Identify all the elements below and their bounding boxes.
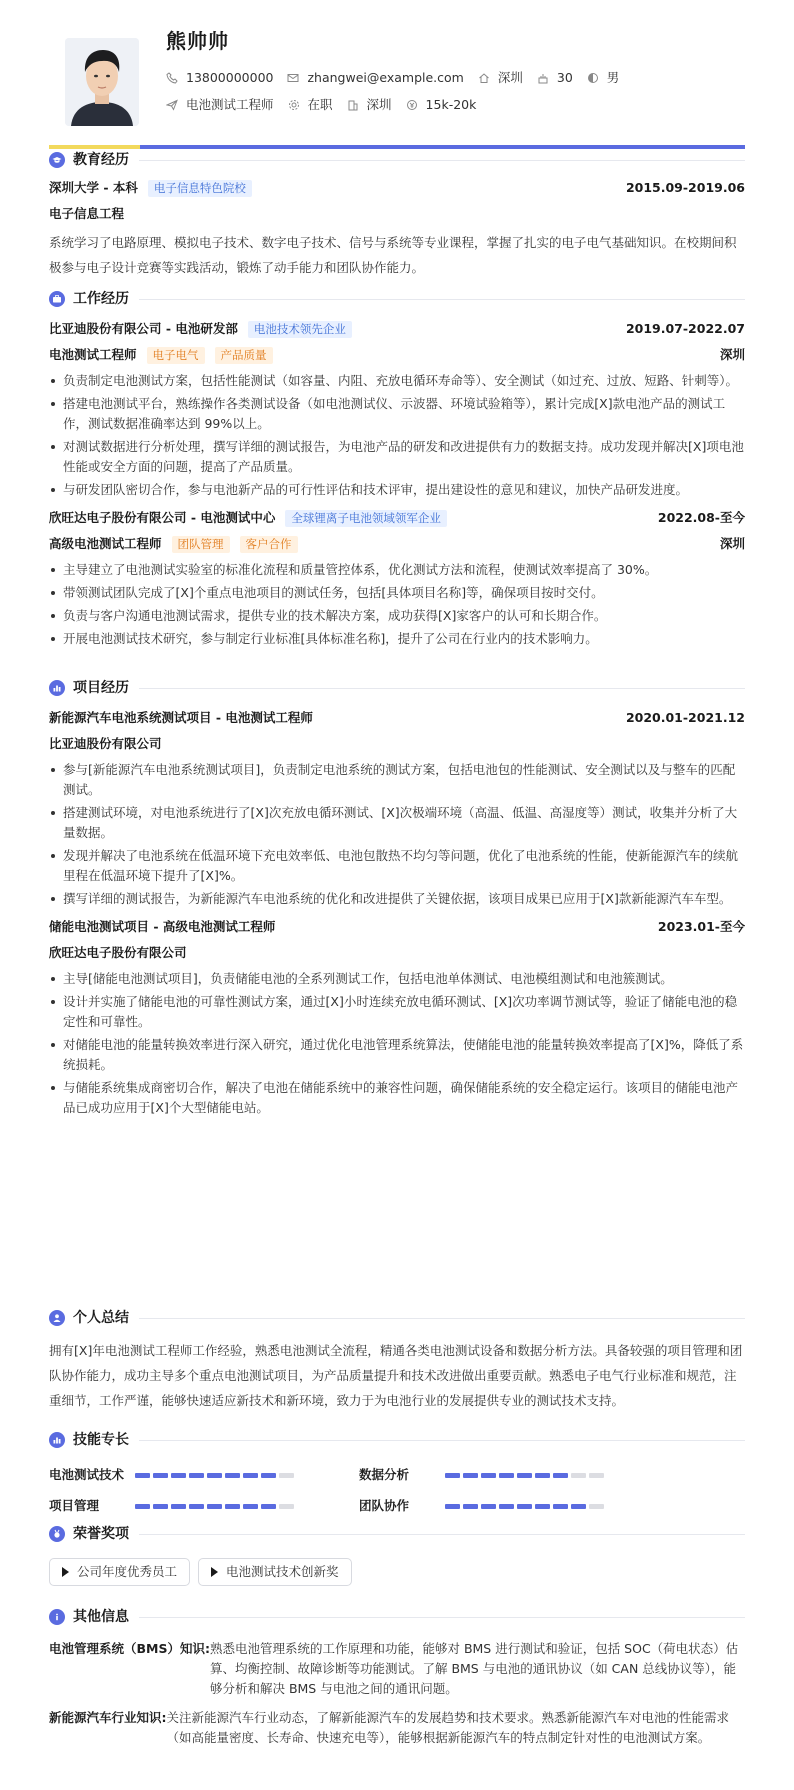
project-date: 2023.01-至今	[657, 919, 745, 934]
skill-level-segment	[535, 1473, 550, 1478]
cake-icon	[537, 72, 549, 84]
list-item: 负责与客户沟通电池测试需求，提供专业的技术解决方案，成功获得[X]家客户的认可和长期合作。	[49, 606, 745, 626]
section-divider	[139, 160, 745, 161]
resume-header	[49, 0, 745, 148]
section-title: 教育经历	[73, 151, 129, 168]
building-icon	[347, 99, 359, 111]
skill-level-segment	[445, 1473, 460, 1478]
skill-level-segment	[243, 1473, 258, 1478]
other-info-text: 关注新能源汽车行业动态，了解新能源汽车的发展趋势和技术要求。熟悉新能源汽车对电池的性能需求（如高能量密度、长寿命、快速充电等），能够根据新能源汽车的特点制定针对性的电池测试方案。	[166, 1710, 730, 1745]
project-name: 新能源汽车电池系统测试项目 - 电池测试工程师	[49, 710, 313, 725]
section-title: 工作经历	[73, 290, 129, 307]
medal-icon	[49, 1526, 65, 1542]
list-item: 对储能电池的能量转换效率进行深入研究，通过优化电池管理系统算法，使储能电池的能量转换效率提高了[X]%，降低了系统损耗。	[49, 1035, 745, 1075]
user-icon	[49, 1310, 65, 1326]
skill-item	[359, 1497, 659, 1515]
section-header	[49, 676, 745, 700]
skill-level-segment	[553, 1473, 568, 1478]
section-title: 荣誉奖项	[73, 1525, 129, 1542]
avatar	[65, 38, 139, 126]
other-info-label: 电池管理系统（BMS）知识:	[49, 1641, 210, 1656]
job-row	[49, 508, 745, 528]
skill-level-segment	[481, 1504, 496, 1509]
list-item: 主导建立了电池测试实验室的标准化流程和质量管控体系，优化测试方法和流程，使测试效率提高了 30%。	[49, 560, 745, 580]
mail-icon	[287, 72, 299, 84]
skill-level-segment	[189, 1473, 204, 1478]
education-section	[49, 148, 745, 280]
section-divider	[139, 299, 745, 300]
skill-level-segment	[279, 1504, 294, 1509]
status-item	[288, 95, 333, 115]
skill-level-segment	[189, 1504, 204, 1509]
job-role-row	[49, 534, 745, 554]
award-badge	[49, 1558, 190, 1586]
location-item	[478, 68, 523, 88]
role-tag: 电子电气	[147, 347, 205, 364]
section-title: 项目经历	[73, 679, 129, 696]
job-city: 深圳	[719, 347, 745, 362]
skill-item	[359, 1466, 659, 1484]
candidate-name: 熊帅帅	[166, 29, 229, 53]
job-row	[49, 319, 745, 339]
skill-level-segment	[553, 1504, 568, 1509]
list-item: 负责制定电池测试方案，包括性能测试（如容量、内阻、充放电循环寿命等）、安全测试（如过充、过放、短路、针刺等）。	[49, 371, 745, 391]
section-divider	[139, 1617, 745, 1618]
other-section	[49, 1605, 745, 1757]
section-divider	[139, 1440, 745, 1441]
skill-level-bar	[135, 1504, 297, 1509]
list-item: 撰写详细的测试报告，为新能源汽车电池系统的优化和改进提供了关键依据，该项目成果已应用于[X]款新能源汽车车型。	[49, 889, 745, 909]
section-header	[49, 1522, 745, 1546]
company-tag: 电池技术领先企业	[248, 321, 352, 338]
project-bullets	[49, 969, 745, 1118]
award-label: 公司年度优秀员工	[77, 1564, 178, 1579]
skill-level-bar	[445, 1473, 607, 1478]
project-row	[49, 708, 745, 728]
location-text: 深圳	[497, 70, 523, 85]
skill-level-segment	[243, 1504, 258, 1509]
project-date: 2020.01-2021.12	[625, 710, 745, 725]
email-item	[287, 68, 463, 88]
major-name: 电子信息工程	[49, 206, 125, 221]
other-info-label: 新能源汽车行业知识:	[49, 1710, 167, 1725]
section-divider	[139, 688, 745, 689]
skill-name: 团队协作	[359, 1498, 410, 1513]
project-company: 比亚迪股份有限公司	[49, 736, 162, 751]
award-label: 电池测试技术创新奖	[226, 1564, 339, 1579]
school-tag: 电子信息特色院校	[148, 180, 252, 197]
skill-level-segment	[135, 1504, 150, 1509]
section-divider	[139, 1534, 745, 1535]
salary-text: 15k-20k	[425, 97, 477, 112]
summary-text: 拥有[X]年电池测试工程师工作经验，熟悉电池测试全流程，精通各类电池测试设备和数据分析方法。具备较强的项目管理和团队协作能力，成功主导多个重点电池测试项目，为产品质量提升和技术改进做出重要贡献。熟悉电子电气行业标准和规范，注重细节，工作严谨，能够快速适应新技术和新环境，致力于为电池行业的发展提供专业的测试技术支持。	[49, 1343, 743, 1408]
skill-level-segment	[535, 1504, 550, 1509]
skill-name: 电池测试技术	[49, 1467, 125, 1482]
skill-level-segment	[463, 1473, 478, 1478]
briefcase-icon	[49, 291, 65, 307]
job-intent-row	[166, 95, 490, 115]
list-item: 搭建测试环境，对电池系统进行了[X]次充放电循环测试、[X]次极端环境（高温、低温、高湿度等）测试，收集并分析了大量数据。	[49, 803, 745, 843]
list-item: 与研发团队密切合作，参与电池新产品的可行性评估和技术评审，提出建设性的意见和建议，加快产品研发进度。	[49, 480, 745, 500]
phone-text: 13800000000	[186, 70, 274, 85]
education-row	[49, 178, 745, 198]
role-tag: 产品质量	[215, 347, 273, 364]
phone-item	[166, 68, 273, 88]
skill-name: 项目管理	[49, 1498, 100, 1513]
other-info-item	[49, 1639, 745, 1699]
skill-level-segment	[517, 1473, 532, 1478]
list-item: 搭建电池测试平台，熟练操作各类测试设备（如电池测试仪、示波器、环境试验箱等），累计完成[X]款电池产品的测试工作，测试数据准确率达到 99%以上。	[49, 394, 745, 434]
role-tag: 团队管理	[172, 536, 230, 553]
section-title: 个人总结	[73, 1309, 129, 1326]
section-header	[49, 1306, 745, 1330]
school-name: 深圳大学 - 本科	[49, 180, 138, 195]
skill-level-segment	[153, 1473, 168, 1478]
award-badge	[198, 1558, 352, 1586]
job-bullets	[49, 371, 745, 500]
city-item	[347, 95, 392, 115]
skill-level-bar	[135, 1473, 297, 1478]
list-item: 对测试数据进行分析处理，撰写详细的测试报告，为电池产品的研发和改进提供有力的数据支持。成功发现并解决[X]项电池性能或安全方面的问题，提高了产品质量。	[49, 437, 745, 477]
project-bullets	[49, 760, 745, 909]
age-text: 30	[556, 70, 573, 85]
contact-row	[166, 68, 633, 88]
skill-level-segment	[279, 1473, 294, 1478]
job-role: 电池测试工程师	[49, 347, 137, 362]
job-role-row	[49, 345, 745, 365]
skill-level-bar	[445, 1504, 607, 1509]
skill-level-segment	[153, 1504, 168, 1509]
coin-icon	[406, 99, 418, 111]
city-text: 深圳	[366, 97, 392, 112]
other-info-item	[49, 1708, 745, 1748]
section-header	[49, 1428, 745, 1452]
job-date: 2019.07-2022.07	[625, 321, 745, 336]
list-item: 开展电池测试技术研究，参与制定行业标准[具体标准名称]，提升了公司在行业内的技术影响力。	[49, 629, 745, 649]
company-tag: 全球锂离子电池领域领军企业	[285, 510, 447, 527]
job-city: 深圳	[719, 536, 745, 551]
skill-level-segment	[463, 1504, 478, 1509]
triangle-bullet-icon	[211, 1567, 218, 1577]
skill-level-segment	[171, 1504, 186, 1509]
project-company: 欣旺达电子股份有限公司	[49, 945, 187, 960]
project-name: 储能电池测试项目 - 高级电池测试工程师	[49, 919, 276, 934]
home-icon	[478, 72, 490, 84]
skill-level-segment	[517, 1504, 532, 1509]
age-item	[537, 68, 573, 88]
list-item: 与储能系统集成商密切合作，解决了电池在储能系统中的兼容性问题，确保储能系统的安全稳定运行。该项目的储能电池产品已成功应用于[X]个大型储能电站。	[49, 1078, 745, 1118]
role-tag: 客户合作	[240, 536, 298, 553]
job-role: 高级电池测试工程师	[49, 536, 162, 551]
skill-level-segment	[499, 1473, 514, 1478]
skill-level-segment	[261, 1504, 276, 1509]
awards-list	[49, 1558, 745, 1586]
awards-section	[49, 1522, 745, 1586]
skill-level-segment	[571, 1473, 586, 1478]
company-name: 比亚迪股份有限公司 - 电池研发部	[49, 321, 238, 336]
skill-level-segment	[445, 1504, 460, 1509]
summary-section	[49, 1306, 745, 1413]
education-desc: 系统学习了电路原理、模拟电子技术、数字电子技术、信号与系统等专业课程，掌握了扎实的电子电气基础知识。在校期间积极参与电子设计竞赛等实践活动，锻炼了动手能力和团队协作能力。	[49, 235, 737, 275]
triangle-bullet-icon	[62, 1567, 69, 1577]
list-item: 主导[储能电池测试项目]，负责储能电池的全系列测试工作，包括电池单体测试、电池模组测试和电池簇测试。	[49, 969, 745, 989]
skill-level-segment	[571, 1504, 586, 1509]
position-item	[166, 95, 274, 115]
skill-level-segment	[261, 1473, 276, 1478]
position-text: 电池测试工程师	[186, 97, 274, 112]
skill-name: 数据分析	[359, 1467, 410, 1482]
list-item: 带领测试团队完成了[X]个重点电池项目的测试任务，包括[具体项目名称]等，确保项目按时交付。	[49, 583, 745, 603]
bar-chart-icon	[49, 680, 65, 696]
skill-level-segment	[589, 1473, 604, 1478]
status-text: 在职	[307, 97, 333, 112]
bar-chart-icon	[49, 1432, 65, 1448]
section-header	[49, 287, 745, 311]
work-section	[49, 287, 745, 652]
gear-icon	[288, 99, 300, 111]
graduation-cap-icon	[49, 152, 65, 168]
send-icon	[166, 99, 178, 111]
skill-level-segment	[225, 1473, 240, 1478]
skill-level-segment	[171, 1473, 186, 1478]
project-row	[49, 917, 745, 937]
other-info-text: 熟悉电池管理系统的工作原理和功能，能够对 BMS 进行测试和验证，包括 SOC（荷电状态）估算、均衡控制、故障诊断等功能测试。了解 BMS 与电池的通讯协议（如 CAN 总线协议等），能够分析和解决 BMS 与电池之间的通讯问题。	[209, 1641, 739, 1696]
section-title: 技能专长	[73, 1431, 129, 1448]
gender-item	[587, 68, 620, 88]
skill-level-segment	[589, 1504, 604, 1509]
info-icon	[49, 1609, 65, 1625]
skill-item	[49, 1466, 359, 1484]
list-item: 设计并实施了储能电池的可靠性测试方案，通过[X]小时连续充放电循环测试、[X]次功率调节测试等，验证了储能电池的稳定性和可靠性。	[49, 992, 745, 1032]
job-bullets	[49, 560, 745, 649]
gender-text: 男	[606, 70, 620, 85]
phone-icon	[166, 72, 178, 84]
skill-level-segment	[481, 1473, 496, 1478]
skill-level-segment	[135, 1473, 150, 1478]
list-item: 发现并解决了电池系统在低温环境下充电效率低、电池包散热不均匀等问题，优化了电池系统的性能，使新能源汽车的续航里程在低温环境下提升了[X]%。	[49, 846, 745, 886]
skill-item	[49, 1497, 359, 1515]
section-header	[49, 148, 745, 172]
education-date: 2015.09-2019.06	[625, 180, 745, 195]
skill-level-segment	[225, 1504, 240, 1509]
skills-grid	[49, 1466, 745, 1515]
salary-item	[406, 95, 477, 115]
section-title: 其他信息	[73, 1608, 129, 1625]
section-header	[49, 1605, 745, 1629]
avatar-portrait-icon	[65, 38, 139, 126]
list-item: 参与[新能源汽车电池系统测试项目]，负责制定电池系统的测试方案，包括电池包的性能测试、安全测试以及与整车的匹配测试。	[49, 760, 745, 800]
skills-section	[49, 1428, 745, 1515]
company-name: 欣旺达电子股份有限公司 - 电池测试中心	[49, 510, 276, 525]
skill-level-segment	[207, 1504, 222, 1509]
gender-icon	[587, 72, 599, 84]
email-text: zhangwei@example.com	[307, 70, 464, 85]
projects-section	[49, 676, 745, 1121]
skill-level-segment	[499, 1504, 514, 1509]
job-date: 2022.08-至今	[657, 510, 745, 525]
section-divider	[139, 1318, 745, 1319]
skill-level-segment	[207, 1473, 222, 1478]
